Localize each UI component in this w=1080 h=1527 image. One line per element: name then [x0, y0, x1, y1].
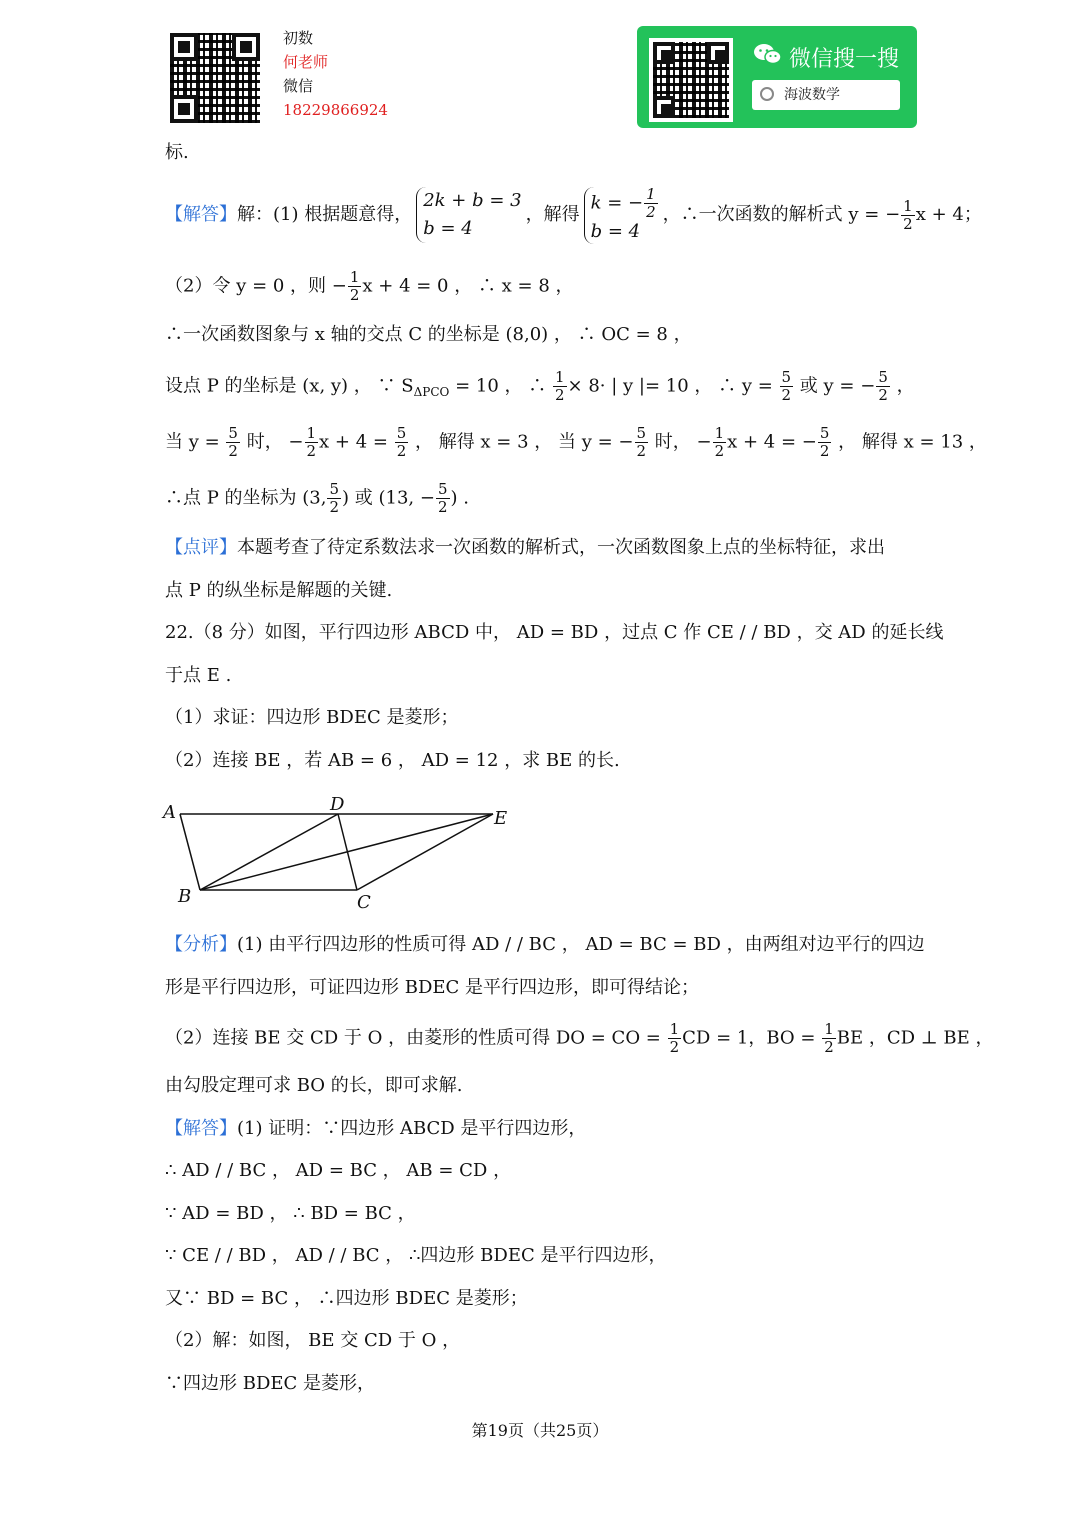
text-line: ∴点 P 的坐标为 (3, $\frac{5}{2}$ ) 或 (13, − $\frac{5}{2}$ ) .	[165, 480, 469, 516]
banner-search-box[interactable]	[752, 80, 900, 110]
contact-block	[283, 26, 388, 122]
qr-code	[170, 33, 260, 123]
text-line: 设点 P 的坐标是 (x, y) ， ∵ $S_{\Delta PCO} = 10$ ， ∴ $\frac{1}{2}$ × 8· | y |= 10 ， ∴ y = $\frac{5}{2}$ 或 y = − $\frac{5}{2}$ ，	[165, 368, 915, 404]
wechat-icon	[753, 42, 783, 66]
point-label-d: D	[330, 794, 345, 815]
equation-system: 2k + b = 3 b = 4	[416, 187, 521, 243]
section-tag: 【分析】	[165, 934, 237, 955]
text-line: ∴ AD / / BC ， AD = BC ， AB = CD ，	[165, 1160, 512, 1181]
contact-line1: 初数	[283, 29, 314, 47]
contact-phone: 18229866924	[283, 101, 388, 119]
banner-title: 微信搜一搜	[789, 47, 900, 72]
text-line: 【点评】本题考查了待定系数法求一次函数的解析式，一次函数图象上点的坐标特征，求出	[165, 537, 885, 558]
problem-text: （2）连接 BE ，若 AB = 6 ， AD = 12 ，求 BE 的长.	[165, 750, 620, 771]
point-label-c: C	[357, 892, 371, 913]
point-label-a: A	[163, 802, 176, 823]
text-line: 形是平行四边形，可证四边形 BDEC 是平行四边形，即可得结论；	[165, 977, 700, 998]
banner-qr-code	[649, 38, 733, 122]
text-line: ∴一次函数图象与 x 轴的交点 C 的坐标是 (8,0) ， ∴ OC = 8 ，	[165, 324, 692, 345]
text-line: ∵ CE / / BD ， AD / / BC ， ∴四边形 BDEC 是平行四边形，	[165, 1245, 667, 1266]
text-line: ∵四边形 BDEC 是菱形，	[165, 1373, 376, 1394]
section-tag: 【解答】	[165, 204, 237, 225]
text-line: 由勾股定理可求 BO 的长，即可求解.	[165, 1075, 463, 1096]
text-line: 【分析】(1) 由平行四边形的性质可得 AD / / BC ， AD = BC = BD ，由两组对边平行的四边	[165, 934, 925, 955]
problem-text: （1）求证：四边形 BDEC 是菱形；	[165, 707, 459, 728]
text-line: 当 y = $\frac{5}{2}$ 时， − $\frac{1}{2}$ x + 4 = $\frac{5}{2}$ ， 解得 x = 3 ， 当 y = − $\frac{5}{2}$ 时， − $\frac{1}{2}$ x + 4 = − $\frac{5}{2}$ ， 解得 x = 13 ，	[165, 424, 987, 460]
page-footer: 第19页（共25页）	[471, 1421, 609, 1440]
geometry-figure	[160, 790, 520, 915]
text-line: ∵ AD = BD ， ∴ BD = BC ，	[165, 1203, 416, 1224]
point-label-b: B	[178, 886, 192, 907]
section-tag: 【点评】	[165, 537, 237, 558]
wechat-search-banner[interactable]	[637, 26, 917, 128]
text-line: （2）连接 BE 交 CD 于 O ，由菱形的性质可得 DO = CO = $\frac{1}{2}$ CD = 1，BO = $\frac{1}{2}$ BE ，CD ⊥ BE ，	[165, 1020, 994, 1056]
equation-system: k = − $\frac{1}{2}$ b = 4	[584, 187, 659, 244]
solution-line-1: 【解答】解：(1) 根据题意得， 2k + b = 3 b = 4 ，解得 k = − $\frac{1}{2}$ b = 4 ，∴一次函数的解析式 y = − $\frac{1}{2}$ x + 4；	[165, 184, 982, 242]
text-line: 标.	[165, 142, 189, 163]
section-tag: 【解答】	[165, 1118, 237, 1139]
text-line: 点 P 的纵坐标是解题的关键.	[165, 580, 393, 601]
text-line: （2）解：如图， BE 交 CD 于 O ，	[165, 1330, 461, 1351]
text-line: 又∵ BD = BC ， ∴四边形 BDEC 是菱形；	[165, 1288, 528, 1309]
contact-line2: 何老师	[283, 53, 329, 71]
banner-search-text: 海波数学	[784, 87, 840, 103]
problem-text: 于点 E .	[165, 665, 232, 686]
search-icon	[760, 87, 774, 101]
contact-line3: 微信	[283, 77, 314, 95]
problem-text: 22.（8 分）如图，平行四边形 ABCD 中， AD = BD ，过点 C 作 CE / / BD ，交 AD 的延长线	[165, 622, 944, 643]
text-line: 【解答】(1) 证明：∵四边形 ABCD 是平行四边形，	[165, 1118, 587, 1139]
text-line: （2）令 y = 0 ，则 − $\frac{1}{2}$ x + 4 = 0 ， ∴ x = 8 ，	[165, 268, 574, 304]
point-label-e: E	[494, 808, 508, 829]
